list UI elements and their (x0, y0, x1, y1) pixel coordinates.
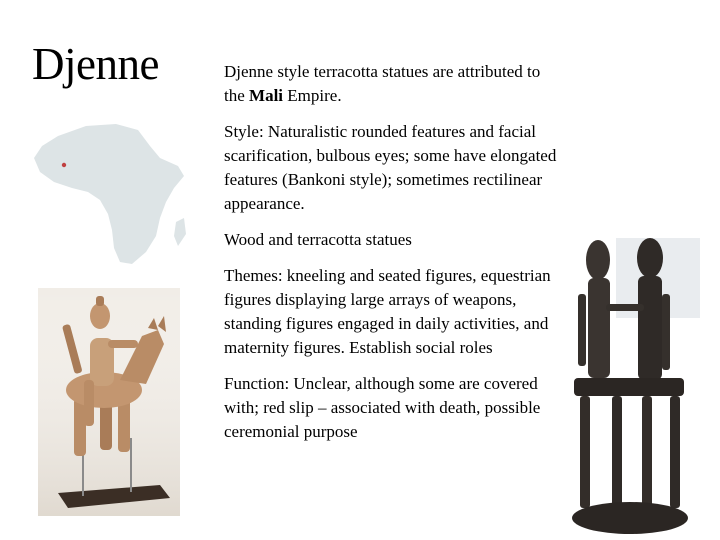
paragraph-attribution (224, 60, 564, 108)
empire-name: Mali (249, 86, 284, 105)
attribution-text-end: Empire. (283, 86, 342, 105)
paragraph-style: Style: Naturalistic rounded features and facial scarification, bulbous eyes; some have elongated features (Bankoni style); sometimes rectilinear appearance. (224, 122, 557, 213)
slide-title: Djenne (32, 39, 159, 89)
paragraph-function: Function: Unclear, although some are covered with; red slip – associated with death, possible ceremonial purpose (224, 374, 541, 441)
africa-map-shape (34, 124, 184, 264)
seated-couple-photo (566, 238, 700, 538)
equestrian-figure-photo (38, 288, 180, 516)
africa-map-image (28, 118, 190, 268)
paragraph-themes: Themes: kneeling and seated figures, equestrian figures displaying large arrays of weapons, standing figures engaged in daily activities, and maternity figures. Establish social roles (224, 266, 551, 357)
slide-body (224, 60, 564, 456)
paragraph-materials: Wood and terracotta statues (224, 230, 412, 249)
djenne-location-marker (62, 163, 66, 167)
attribution-text: Djenne style terracotta statues are attributed to the (224, 62, 541, 105)
